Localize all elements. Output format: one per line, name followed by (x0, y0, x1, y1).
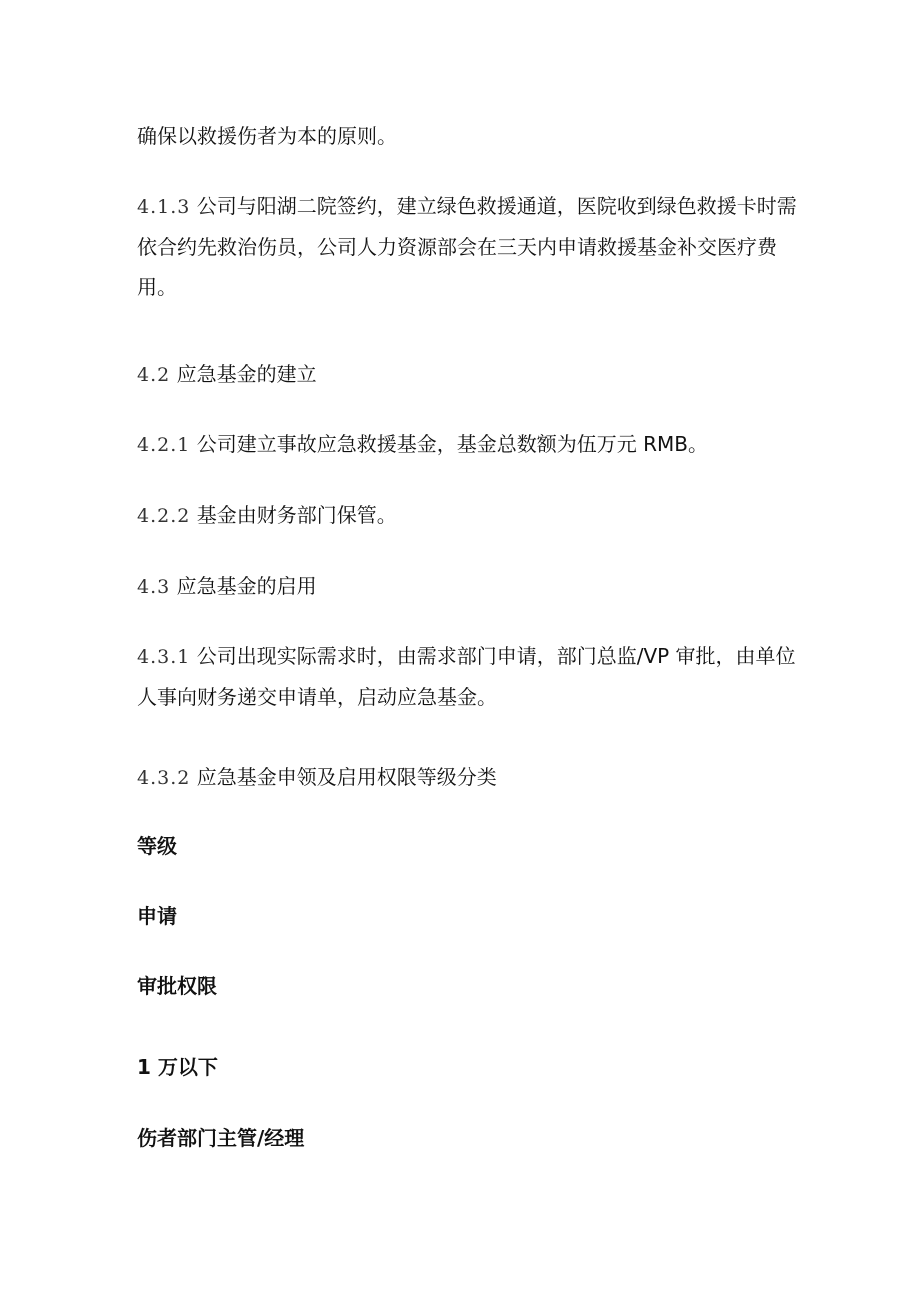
paragraph-text: 公司建立事故应急救援基金，基金总数额为伍万元 RMB。 (196, 432, 708, 456)
section-number: 4.2.2 (137, 505, 191, 527)
heading-4-3 (137, 566, 797, 607)
paragraph-4-1-3 (137, 186, 797, 307)
paragraph-text: 基金由财务部门保管。 (196, 503, 397, 527)
section-number: 4.3.1 (137, 646, 191, 668)
table-header-approval: 审批权限 (137, 974, 217, 998)
paragraph-text: 确保以救援伤者为本的原则。 (137, 124, 397, 148)
paragraph-principle (137, 116, 797, 156)
section-number: 4.1.3 (137, 196, 191, 218)
heading-text: 应急基金的启用 (176, 574, 317, 598)
section-number: 4.3.2 (137, 767, 191, 789)
paragraph-text: 公司与阳湖二院签约，建立绿色救援通道，医院收到绿色救援卡时需依合约先救治伤员，公司人力资源部会在三天内申请救援基金补交医疗费用。 (137, 194, 797, 299)
table-header-level: 等级 (137, 834, 177, 858)
table-cell-level: 1 万以下 (137, 1055, 218, 1079)
section-number: 4.2 (137, 364, 171, 386)
paragraph-text: 公司出现实际需求时，由需求部门申请，部门总监/VP 审批，由单位人事向财务递交申请单，启动应急基金。 (137, 644, 796, 709)
section-number: 4.2.1 (137, 434, 191, 456)
paragraph-4-3-2 (137, 757, 797, 798)
paragraph-text: 应急基金申领及启用权限等级分类 (196, 765, 497, 789)
paragraph-4-2-2 (137, 495, 797, 536)
heading-4-2 (137, 354, 797, 395)
paragraph-4-2-1 (137, 424, 797, 465)
table-cell-apply: 伤者部门主管/经理 (137, 1126, 305, 1150)
table-header-apply: 申请 (137, 904, 177, 928)
section-number: 4.3 (137, 576, 171, 598)
paragraph-4-3-1 (137, 636, 797, 717)
heading-text: 应急基金的建立 (176, 362, 317, 386)
